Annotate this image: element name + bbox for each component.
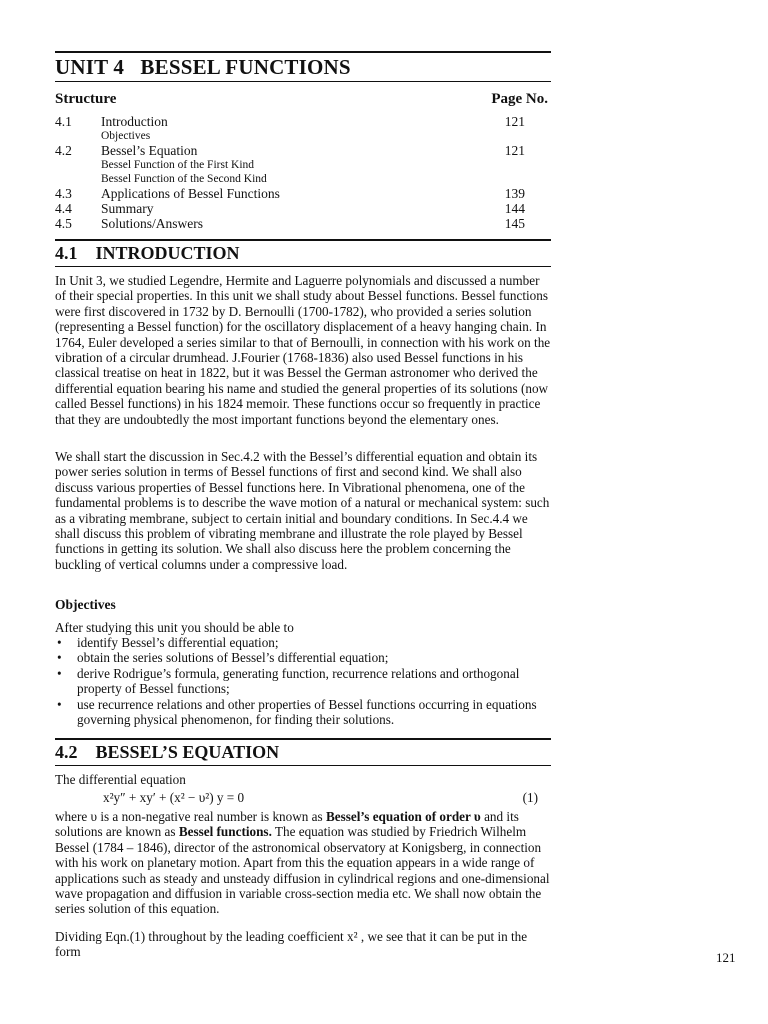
objective-item <box>55 666 551 697</box>
toc-title: Bessel’s Equation <box>101 143 198 158</box>
toc-number: 4.2 <box>55 143 72 158</box>
intro-paragraph-1 <box>55 273 551 427</box>
text-run: where υ is a non-negative real number is known as <box>55 809 326 824</box>
toc-title: Applications of Bessel Functions <box>101 186 280 201</box>
equation-number: (1) <box>522 790 538 805</box>
toc-title: Objectives <box>101 130 151 142</box>
toc-subitem <box>55 172 551 186</box>
toc-title: Bessel Function of the Second Kind <box>101 173 267 185</box>
section-rule-bottom <box>55 765 551 766</box>
section-heading-introduction: 4.1 INTRODUCTION <box>55 243 240 263</box>
paragraph-text: We shall start the discussion in Sec.4.2 with the Bessel’s differential equation and obtain its power series solution in terms of Bessel functions of first and second kind. We shall also discuss various properties of Bessel functions here. In Vibrational phenomena, one of the fundamental problems is to describe the wave motion of a natural or mechanical system: such as a vibrating membrane, subject to certain initial and boundary conditions. In Sec.4.4 we shall discuss this problem of vibrating membrane and illustrate the role played by Bessel functions in getting its solution. We shall also discuss here the problem concerning the buckling of vertical columns under a compressive load. <box>55 449 550 572</box>
toc-number: 4.3 <box>55 186 72 201</box>
paragraph-text: In Unit 3, we studied Legendre, Hermite and Laguerre polynomials and discussed a number of their special properties. In this unit we shall study about Bessel functions. Bessel functions were first discovered in 1732 by D. Bernoulli (1700-1782), who provided a series solution (representing a Bessel function) for the oscillatory displacement of a heavy hanging chain. In 1764, Euler developed a series similar to that of Bernoulli, in connection with his work on the vibration of a circular drumhead. J.Fourier (1768-1836) also used Bessel functions in his classical treatise on heat in 1822, but it was Bessel the German astronomer who derived the differential equation bearing his name and studied the general properties of its solutions (now called Bessel functions) in his 1824 memoir. These functions occur so frequently in practice that they are undoubtedly the most important functions beyond the elementary ones. <box>55 273 551 427</box>
intro-paragraph-2 <box>55 449 551 572</box>
toc-page: 145 <box>504 216 525 231</box>
unit-title: UNIT 4 BESSEL FUNCTIONS <box>55 55 351 79</box>
objectives-list <box>55 635 551 727</box>
toc-page: 139 <box>504 186 525 201</box>
toc-page: 121 <box>504 143 525 158</box>
bold-term: Bessel’s equation of order υ <box>325 809 481 824</box>
toc-item <box>55 186 551 201</box>
toc-item <box>55 201 551 216</box>
bullet-icon: • <box>57 635 62 650</box>
bullet-icon: • <box>57 650 62 666</box>
bullet-icon: • <box>57 665 62 681</box>
objective-text: use recurrence relations and other properties of Bessel functions occurring in equations governing physical phenomenon, for finding their solutions. <box>77 696 537 728</box>
toc-number: 4.5 <box>55 216 72 231</box>
bullet-icon: • <box>57 696 62 712</box>
toc-number: 4.4 <box>55 201 72 216</box>
objective-item <box>55 697 551 728</box>
toc-subitem <box>55 129 551 143</box>
toc-item <box>55 114 551 129</box>
section-heading-bessels-equation: 4.2 BESSEL’S EQUATION <box>55 742 280 762</box>
toc-title: Solutions/Answers <box>101 216 204 231</box>
toc-page: 144 <box>504 201 525 216</box>
toc-item <box>55 143 551 158</box>
toc-title: Bessel Function of the First Kind <box>101 159 255 171</box>
objectives-heading: Objectives <box>55 597 116 612</box>
toc-title: Introduction <box>101 114 168 129</box>
structure-heading: Structure <box>55 91 117 107</box>
table-of-contents <box>55 114 551 231</box>
objective-text: identify Bessel’s differential equation; <box>77 635 279 650</box>
toc-page: 121 <box>504 114 525 129</box>
text-run: and its solutions are known as <box>55 809 519 840</box>
toc-title: Summary <box>101 201 154 216</box>
equation-intro: The differential equation <box>55 772 186 787</box>
paragraph-text <box>55 809 551 917</box>
objective-item <box>55 650 551 665</box>
section-rule-bottom <box>55 266 551 267</box>
objective-text: obtain the series solutions of Bessel’s differential equation; <box>77 650 389 666</box>
toc-subitem <box>55 158 551 172</box>
objective-text: derive Rodrigue’s formula, generating function, recurrence relations and orthogonal property of Bessel functions; <box>77 665 520 697</box>
unit-title-rule-top <box>55 51 551 53</box>
paragraph-text: Dividing Eqn.(1) throughout by the leading coefficient x² , we see that it can be put in the form <box>55 929 528 960</box>
dividing-paragraph <box>55 929 551 960</box>
bold-term: Bessel functions. <box>178 824 272 840</box>
toc-item <box>55 216 551 231</box>
objective-item <box>55 635 551 650</box>
objectives-intro: After studying this unit you should be able to <box>55 620 294 635</box>
bessel-description-paragraph <box>55 809 551 917</box>
unit-title-rule-bottom <box>55 81 551 82</box>
section-rule-top <box>55 738 551 740</box>
page-no-heading: Page No. <box>491 91 548 107</box>
bessel-equation: x²y″ + xy′ + (x² − υ²) y = 0 <box>103 790 245 805</box>
section-rule-top <box>55 239 551 241</box>
page-number: 121 <box>716 950 736 965</box>
text-run: The equation was studied by Friedrich Wilhelm Bessel (1784 – 1846), director of the astronomical observatory at Konigsberg, in connection with his work on planetary motion. Apart from this the equation appears in a wide range of applications such as steady and unsteady diffusion in cylindrical regions and one-dimensional wave propagation and diffusion in variable cross-section media etc. We shall now obtain the series solution of this equation. <box>55 824 550 917</box>
toc-number: 4.1 <box>55 114 72 129</box>
